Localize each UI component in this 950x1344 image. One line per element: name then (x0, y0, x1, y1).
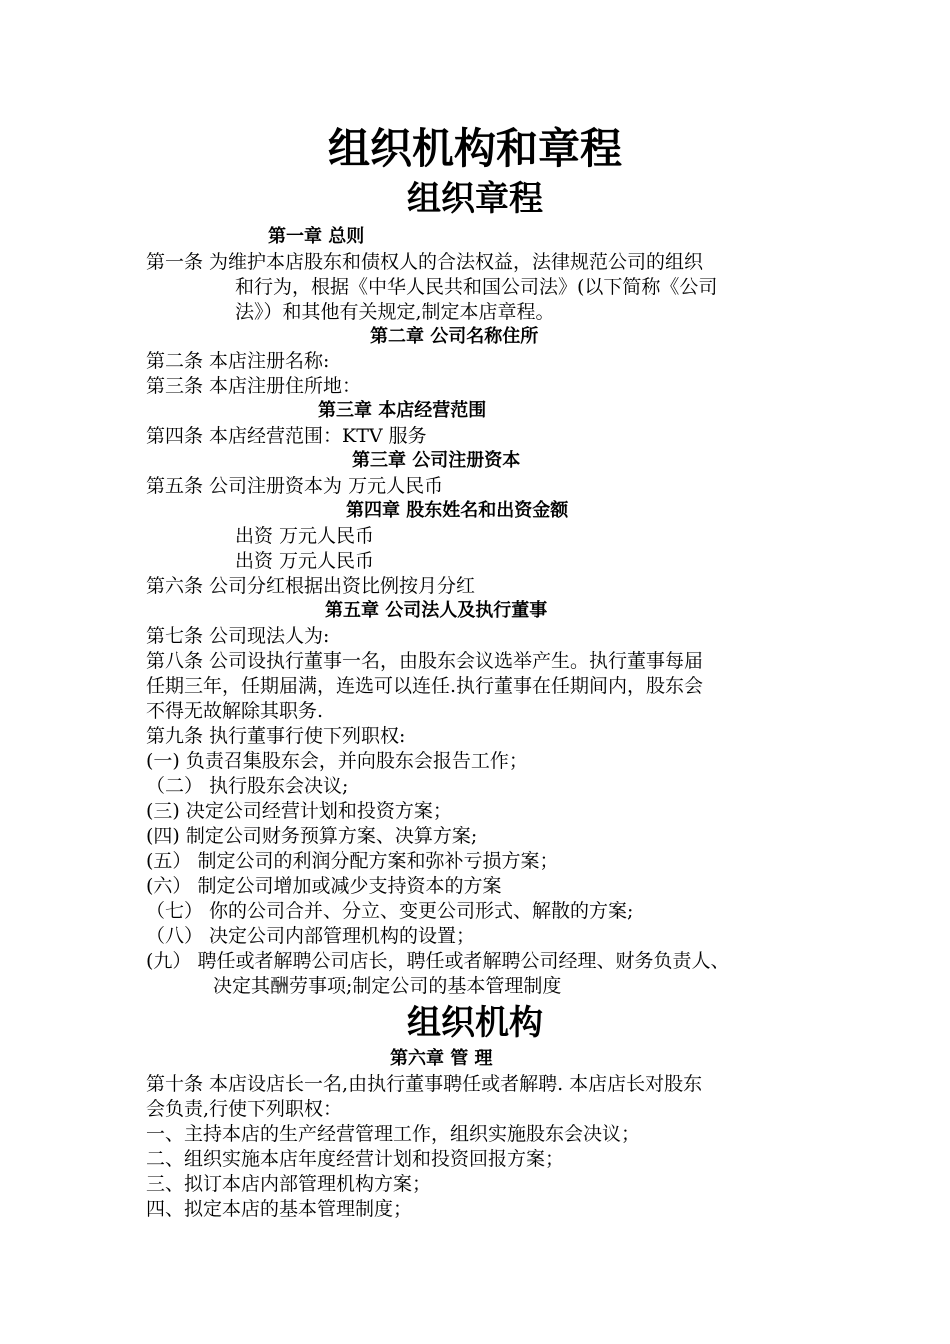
manager-duty-4: 四、拟定本店的基本管理制度； (146, 1198, 413, 1220)
article-5: 第五条 公司注册资本为 万元人民币 (146, 475, 444, 497)
power-item-2: （二） 执行股东会决议; (146, 775, 349, 797)
article-3: 第三条 本店注册住所地： (146, 375, 362, 397)
section-title-charter: 组织章程 (407, 179, 543, 219)
article-6: 第六条 公司分红根据出资比例按月分红 (146, 575, 476, 597)
power-item-1: (一) 负责召集股东会，并向股东会报告工作； (146, 750, 528, 772)
investor-line-1: 出资 万元人民币 (235, 525, 375, 547)
article-2: 第二条 本店注册名称: (146, 350, 330, 372)
chapter-heading-6: 第六章 管 理 (390, 1048, 493, 1069)
article-1-line-2: 和行为，根据《中华人民共和国公司法》(以下简称《公司 (235, 276, 718, 298)
article-10-line-2: 会负责,行使下列职权： (146, 1098, 343, 1120)
chapter-heading-3b: 第三章 公司注册资本 (352, 450, 521, 471)
article-7: 第七条 公司现法人为: (146, 625, 330, 647)
article-9: 第九条 执行董事行使下列职权: (146, 725, 406, 747)
article-4: 第四条 本店经营范围：KTV 服务 (146, 425, 427, 447)
chapter-heading-4: 第四章 股东姓名和出资金额 (346, 500, 569, 521)
manager-duty-1: 一、主持本店的生产经营管理工作，组织实施股东会决议； (146, 1123, 641, 1145)
section-title-organization: 组织机构 (407, 1003, 543, 1043)
manager-duty-2: 二、组织实施本店年度经营计划和投资回报方案； (146, 1148, 565, 1170)
chapter-heading-3: 第三章 本店经营范围 (318, 400, 487, 421)
document-title: 组织机构和章程 (327, 124, 622, 173)
power-item-7: （七） 你的公司合并、分立、变更公司形式、解散的方案; (146, 900, 634, 922)
article-8-line-2: 任期三年，任期届满，连选可以连任.执行董事在任期间内，股东会 (146, 675, 704, 697)
chapter-heading-1: 第一章 总则 (268, 226, 365, 247)
power-item-6: (六） 制定公司增加或减少支持资本的方案 (146, 875, 502, 897)
chapter-heading-5: 第五章 公司法人及执行董事 (325, 600, 548, 621)
power-item-9-line-1: (九） 聘任或者解聘公司店长，聘任或者解聘公司经理、财务负责人、 (146, 950, 730, 972)
investor-line-2: 出资 万元人民币 (235, 550, 375, 572)
article-8-line-1: 第八条 公司设执行董事一名，由股东会议选举产生。执行董事每届 (146, 650, 704, 672)
article-8-line-3: 不得无故解除其职务. (146, 700, 324, 722)
power-item-9-line-2: 决定其酬劳事项;制定公司的基本管理制度 (213, 975, 562, 997)
power-item-8: （八） 决定公司内部管理机构的设置； (146, 925, 476, 947)
article-1-line-1: 第一条 为维护本店股东和债权人的合法权益，法律规范公司的组织 (146, 251, 704, 273)
power-item-3: (三) 决定公司经营计划和投资方案； (146, 800, 452, 822)
chapter-heading-2: 第二章 公司名称住所 (370, 326, 539, 347)
article-10-line-1: 第十条 本店设店长一名,由执行董事聘任或者解聘. 本店店长对股东 (146, 1073, 703, 1095)
article-1-line-3: 法》）和其他有关规定,制定本店章程。 (235, 301, 555, 323)
power-item-4: (四) 制定公司财务预算方案、决算方案; (146, 825, 478, 847)
power-item-5: (五） 制定公司的利润分配方案和弥补亏损方案； (146, 850, 559, 872)
manager-duty-3: 三、拟订本店内部管理机构方案； (146, 1173, 432, 1195)
